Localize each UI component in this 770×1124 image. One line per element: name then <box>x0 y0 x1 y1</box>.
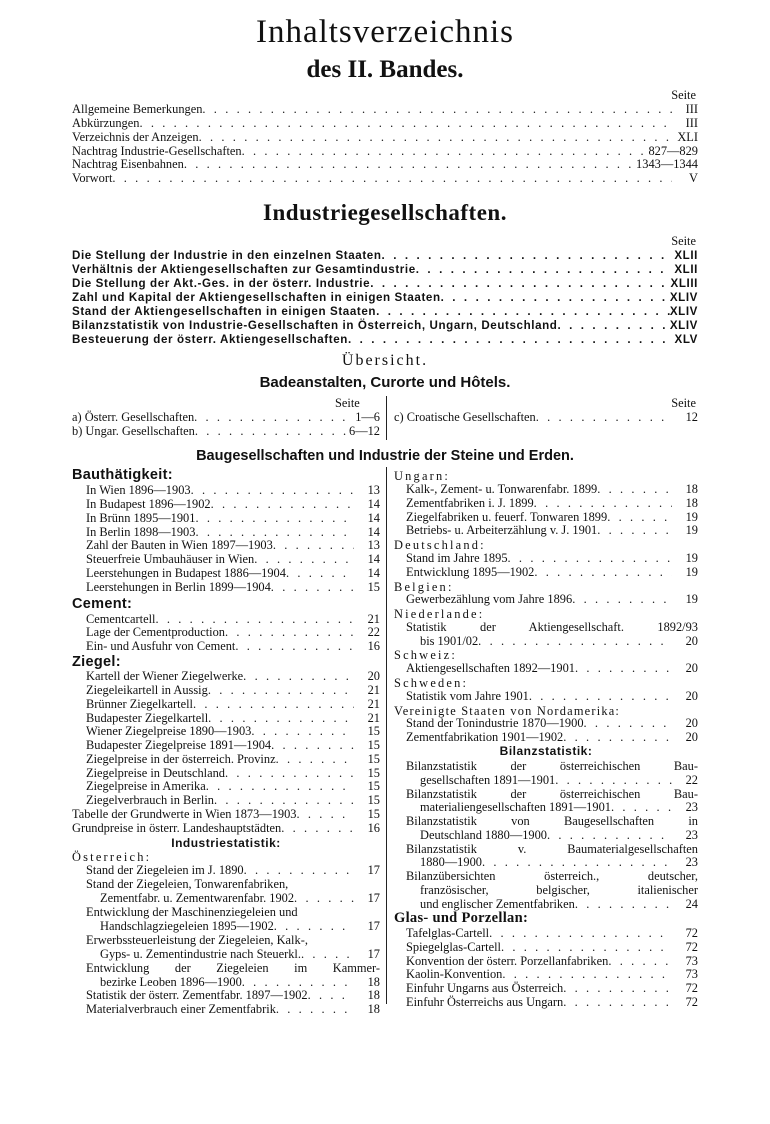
toc-row-kartell-bruenn[interactable]: Brünner Ziegelkartell . . . 21 <box>86 698 380 712</box>
toc-row-bemerkungen[interactable]: Allgemeine Bemerkungen . . . III <box>72 103 698 117</box>
toc-row-zementfabrikation[interactable]: Zementfabrikation 1901—1902 . . . 20 <box>406 731 698 745</box>
toc-row-kartell-aussig[interactable]: Ziegeleikartell in Aussig . . . 21 <box>86 684 380 698</box>
toc-row-gewerbezaehlung[interactable]: Gewerbezählung vom Jahre 1896 . . . 19 <box>406 593 698 607</box>
toc-row-umbauhaeuser[interactable]: Steuerfreie Umbauhäuser in Wien . . . 14 <box>86 553 380 567</box>
toc-row-kartell-budapest[interactable]: Budapester Ziegelkartell . . . 21 <box>86 712 380 726</box>
toc-row-preise-provinz[interactable]: Ziegelpreise in der österreich. Provinz . . . 15 <box>86 753 380 767</box>
heading-industriestatistik: Industriestatistik: <box>171 836 281 850</box>
text-entwicklung-maschinen: Entwicklung der Maschinenziegeleien und <box>86 905 298 919</box>
seite-bade-right: Seite <box>671 396 696 410</box>
text-stand-ziegeleien: Stand der Ziegeleien, Tonwarenfabriken, <box>86 877 289 891</box>
text-nl-statistik: Statistik der Aktiengesellschaft. 1892/93 <box>406 620 698 634</box>
toc-row-b2[interactable]: materialiengesellschaften 1891—1901 . . . 23 <box>420 801 698 815</box>
toc-row-verbrauch-berlin[interactable]: Ziegelverbrauch in Berlin . . . 15 <box>86 794 380 808</box>
toc-row-zahl-bauten[interactable]: Zahl der Bauten in Wien 1897—1903 . . . 13 <box>86 539 380 553</box>
bade-divider <box>386 396 387 440</box>
bau-title: Baugesellschaften und Industrie der Steine und Erden. <box>196 448 574 464</box>
toc-row-zahl-kapital[interactable]: Zahl und Kapital der Aktiengesellschaften in einigen Staaten . . . XLIV <box>72 291 698 305</box>
page-title: Inhaltsverzeichnis <box>255 14 515 50</box>
toc-row-tonindustrie[interactable]: Stand der Tonindustrie 1870—1900 . . . 20 <box>406 717 698 731</box>
toc-row-kartell-wien[interactable]: Kartell der Wiener Ziegelwerke . . . 20 <box>86 670 380 684</box>
cat-ziegel: Ziegel: <box>72 654 121 670</box>
main-column-divider <box>386 467 387 1004</box>
toc-row-cement-ausfuhr[interactable]: Ein- und Ausfuhr von Cement . . . 16 <box>86 640 380 654</box>
toc-row-grundpreise[interactable]: Grundpreise in österr. Landeshauptstädten . . . 16 <box>72 822 380 836</box>
toc-row-spiegelglas[interactable]: Spiegelglas-Cartell . . . 72 <box>406 941 698 955</box>
toc-row-b3[interactable]: Deutschland 1880—1900 . . . 23 <box>420 829 698 843</box>
toc-row-leer-budapest[interactable]: Leerstehungen in Budapest 1886—1904 . . . 14 <box>86 567 380 581</box>
toc-row-oesterr-gesellschaften[interactable]: a) Österr. Gesellschaften . . . 1—6 <box>72 411 380 425</box>
seite-header-1: Seite <box>671 88 696 102</box>
toc-row-leoben[interactable]: bezirke Leoben 1896—1900 . . . 18 <box>100 976 380 990</box>
toc-row-statistik-zementfabr[interactable]: Statistik der österr. Zementfabr. 1897—1902 . . . 18 <box>86 989 380 1003</box>
toc-row-materialverbrauch[interactable]: Materialverbrauch einer Zementfabrik . . . 18 <box>86 1003 380 1017</box>
seite-bade-left: Seite <box>335 396 360 410</box>
country-ungarn: Ungarn: <box>394 469 451 483</box>
toc-row-schweden-1901[interactable]: Statistik vom Jahre 1901 . . . 20 <box>406 690 698 704</box>
text-b3: Bilanzstatistik von Baugesellschaften in <box>406 814 698 828</box>
toc-row-bilanz-industrie[interactable]: Bilanzstatistik von Industrie-Gesellschaften in Österreich, Ungarn, Deutschland . . . XLIV <box>72 319 698 333</box>
toc-row-einfuhr-ungarn[interactable]: Einfuhr Ungarns aus Österreich . . . 72 <box>406 982 698 996</box>
toc-row-wien-1896[interactable]: In Wien 1896—1903 . . . 13 <box>86 484 380 498</box>
toc-row-schweiz-akt[interactable]: Aktiengesellschaften 1892—1901 . . . 20 <box>406 662 698 676</box>
toc-row-ungar-gesellschaften[interactable]: b) Ungar. Gesellschaften . . . 6—12 <box>72 425 380 439</box>
text-b4: Bilanzstatistik v. Baumaterialgesellschaften <box>406 842 698 856</box>
seite-header-2: Seite <box>671 234 696 248</box>
country-schweiz: Schweiz: <box>394 648 458 662</box>
country-deutschland: Deutschland: <box>394 538 486 552</box>
toc-row-kaolin[interactable]: Kaolin-Konvention . . . 73 <box>406 968 698 982</box>
toc-row-vorwort[interactable]: Vorwort . . . V <box>72 172 698 186</box>
cat-glas-porzellan: Glas- und Porzellan: <box>394 910 529 926</box>
toc-row-stand-1895[interactable]: Stand im Jahre 1895 . . . 19 <box>406 552 698 566</box>
toc-row-cementcartell[interactable]: Cementcartell . . . 21 <box>86 613 380 627</box>
overview-title: Übersicht. <box>341 352 429 369</box>
toc-row-stellung-akt[interactable]: Die Stellung der Akt.-Ges. in der österr. Industrie . . . XLIII <box>72 277 698 291</box>
toc-row-budapest-1896[interactable]: In Budapest 1896—1902 . . . 14 <box>86 498 380 512</box>
text-b2: Bilanzstatistik der österreichischen Bau- <box>406 787 698 801</box>
country-oesterreich: Österreich: <box>72 850 152 864</box>
toc-row-kalk-zement-1899[interactable]: Kalk-, Zement- u. Tonwarenfabr. 1899 . . . 18 <box>406 483 698 497</box>
toc-row-besteuerung[interactable]: Besteuerung der österr. Aktiengesellschaften . . . XLV <box>72 333 698 347</box>
toc-row-gyps-zement[interactable]: Gyps- u. Zementindustrie nach Steuerkl. . . . 17 <box>100 948 380 962</box>
toc-row-b1[interactable]: gesellschaften 1891—1901 . . . 22 <box>420 774 698 788</box>
heading-bilanzstatistik: Bilanzstatistik: <box>499 744 593 758</box>
toc-row-einfuhr-oesterreich[interactable]: Einfuhr Österreichs aus Ungarn . . . 72 <box>406 996 698 1010</box>
toc-row-betriebszaehlung[interactable]: Betriebs- u. Arbeiterzählung v. J. 1901 . . . 19 <box>406 524 698 538</box>
toc-row-preise-amerika[interactable]: Ziegelpreise in Amerika . . . 15 <box>86 780 380 794</box>
text-b5-2: französischer, belgischer, italienischer <box>420 883 698 897</box>
toc-row-nachtrag-industrie[interactable]: Nachtrag Industrie-Gesellschaften . . . 827—829 <box>72 145 698 159</box>
toc-row-stellung-industrie[interactable]: Die Stellung der Industrie in den einzelnen Staaten . . . XLII <box>72 249 698 263</box>
cat-bauthaetigkeit: Bauthätigkeit: <box>72 467 173 483</box>
text-b5-1: Bilanzübersichten österreich., deutscher, <box>406 869 698 883</box>
toc-row-handschlag[interactable]: Handschlagziegeleien 1895—1902 . . . 17 <box>100 920 380 934</box>
industry-title: Industriegesellschaften. <box>263 200 507 225</box>
toc-row-preise-deutschland[interactable]: Ziegelpreise in Deutschland . . . 15 <box>86 767 380 781</box>
toc-row-b4[interactable]: 1880—1900 . . . 23 <box>420 856 698 870</box>
toc-row-preise-wien[interactable]: Wiener Ziegelpreise 1890—1903 . . . 15 <box>86 725 380 739</box>
text-b1: Bilanzstatistik der österreichischen Bau- <box>406 759 698 773</box>
toc-row-preise-budapest[interactable]: Budapester Ziegelpreise 1891—1904 . . . 15 <box>86 739 380 753</box>
cat-cement: Cement: <box>72 596 133 612</box>
toc-row-porzellan[interactable]: Konvention der österr. Porzellanfabriken . . . 73 <box>406 955 698 969</box>
country-belgien: Belgien: <box>394 580 454 594</box>
toc-row-entwicklung-1895[interactable]: Entwicklung 1895—1902 . . . 19 <box>406 566 698 580</box>
toc-row-nachtrag-eisenbahnen[interactable]: Nachtrag Eisenbahnen . . . 1343—1344 <box>72 158 698 172</box>
toc-row-stand-akt[interactable]: Stand der Aktiengesellschaften in einigen Staaten . . . XLIV <box>72 305 698 319</box>
toc-row-zementfabr-1902[interactable]: Zementfabr. u. Zementwarenfabr. 1902 . . . 17 <box>100 892 380 906</box>
toc-row-nl-1901[interactable]: bis 1901/02 . . . 20 <box>420 635 698 649</box>
toc-row-verhaeltnis[interactable]: Verhältnis der Aktiengesellschaften zur Gesamtindustrie . . . XLII <box>72 263 698 277</box>
bade-title: Badeanstalten, Curorte und Hôtels. <box>259 374 511 391</box>
toc-row-bruenn-1895[interactable]: In Brünn 1895—1901 . . . 14 <box>86 512 380 526</box>
country-schweden: Schweden: <box>394 676 469 690</box>
toc-row-stand-1890[interactable]: Stand der Ziegeleien im J. 1890 . . . 17 <box>86 864 380 878</box>
toc-row-tabelle-grundwerte[interactable]: Tabelle der Grundwerte in Wien 1873—1903 . . . 15 <box>72 808 380 822</box>
toc-row-leer-berlin[interactable]: Leerstehungen in Berlin 1899—1904 . . . 15 <box>86 581 380 595</box>
toc-row-b5[interactable]: und englischer Zementfabriken . . . 24 <box>420 898 698 912</box>
toc-row-abkuerzungen[interactable]: Abkürzungen . . . III <box>72 117 698 131</box>
toc-row-tafelglas[interactable]: Tafelglas-Cartell . . . 72 <box>406 927 698 941</box>
toc-row-berlin-1898[interactable]: In Berlin 1898—1903 . . . 14 <box>86 526 380 540</box>
toc-row-zementfabriken-1899[interactable]: Zementfabriken i. J. 1899 . . . 18 <box>406 497 698 511</box>
toc-row-cementproduction[interactable]: Lage der Cementproduction . . . 22 <box>86 626 380 640</box>
text-entwicklung-kammer: Entwicklung der Ziegeleien im Kammer- <box>86 961 380 975</box>
toc-row-ziegelfabriken-1899[interactable]: Ziegelfabriken u. feuerf. Tonwaren 1899 . . . 19 <box>406 511 698 525</box>
country-usa: Vereinigte Staaten von Nordamerika: <box>394 704 621 718</box>
toc-row-croatische[interactable]: c) Croatische Gesellschaften . . . 12 <box>394 411 698 425</box>
toc-row-anzeigen[interactable]: Verzeichnis der Anzeigen . . . XLI <box>72 131 698 145</box>
country-niederlande: Niederlande: <box>394 607 485 621</box>
text-erwerbssteuer: Erwerbssteuerleistung der Ziegeleien, Kalk-, <box>86 933 308 947</box>
page-subtitle: des II. Bandes. <box>306 56 464 83</box>
